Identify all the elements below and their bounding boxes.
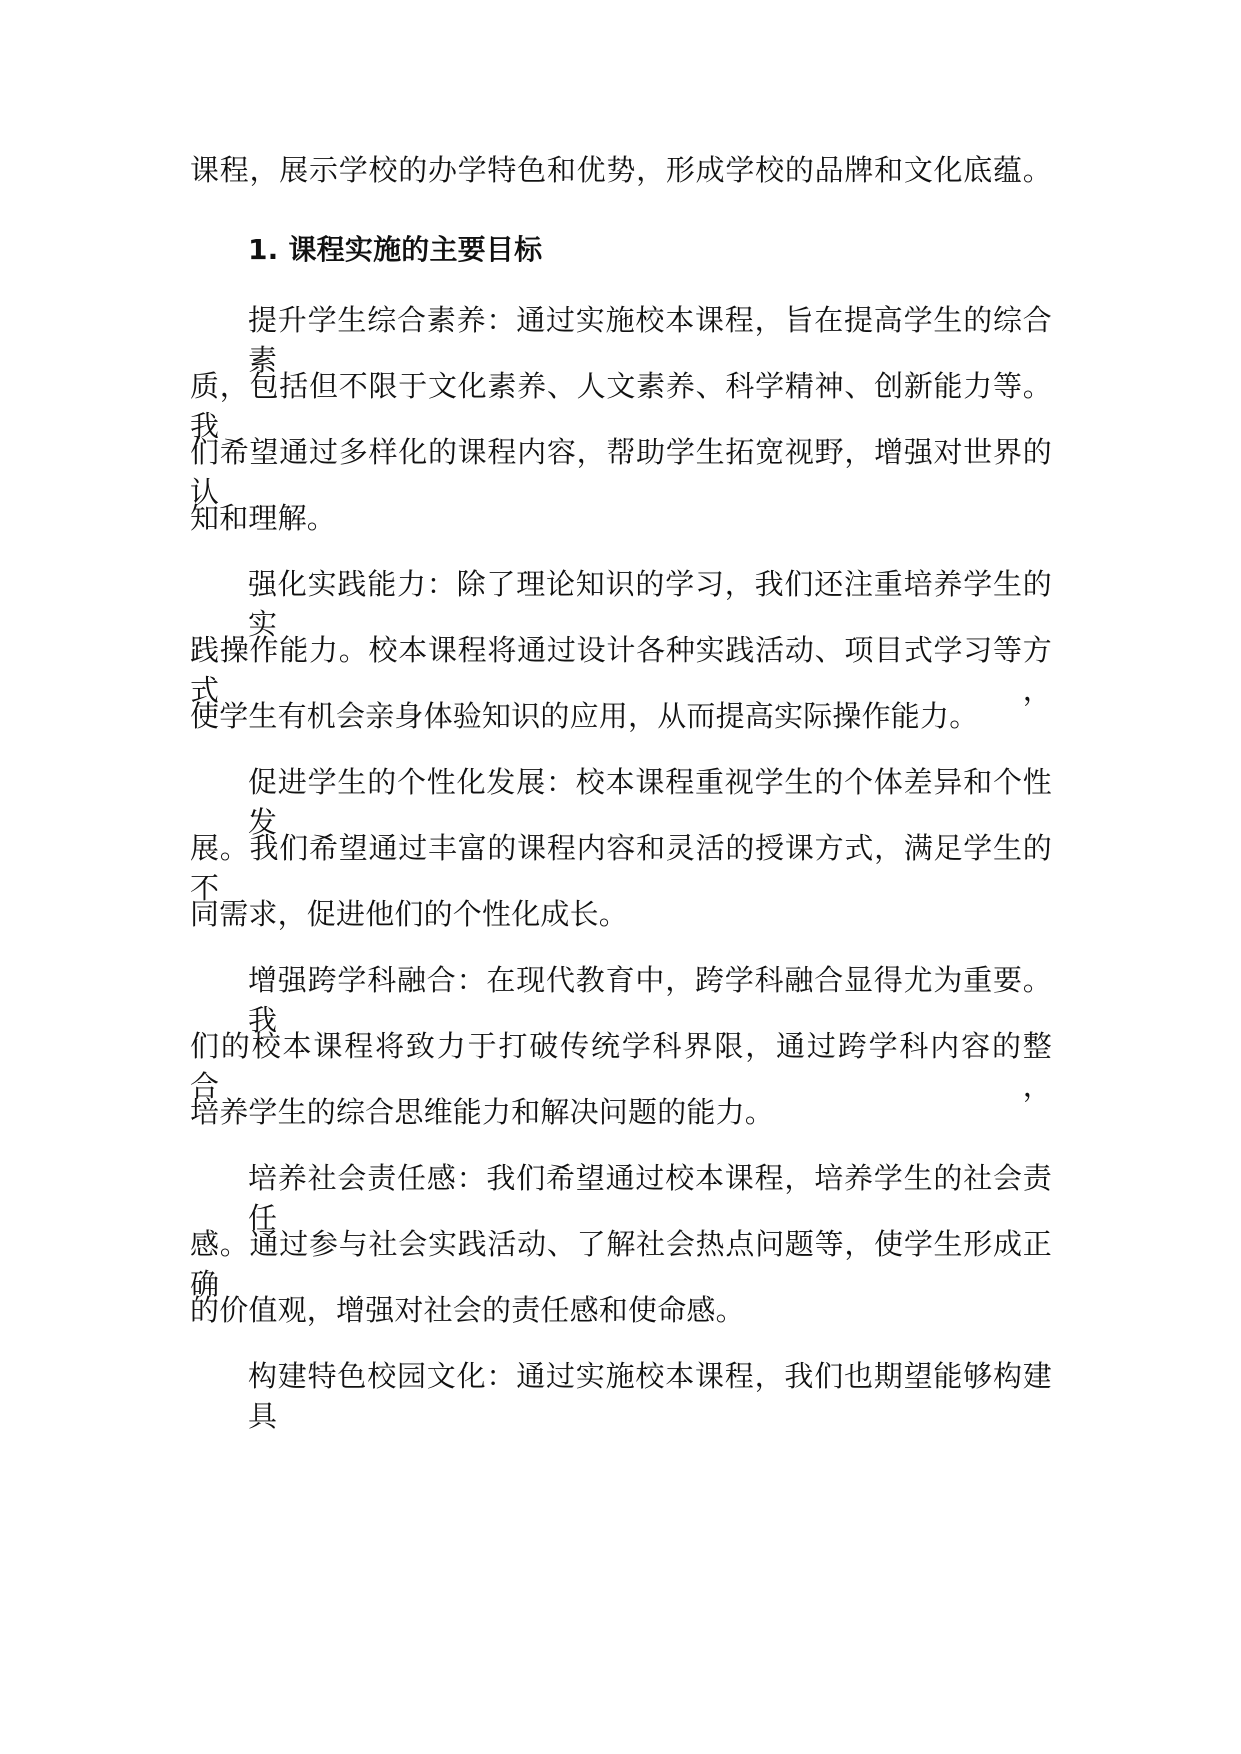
paragraph-line: 促进学生的个性化发展：校本课程重视学生的个体差异和个性发 [248, 765, 1052, 839]
paragraph-line: 培养学生的综合思维能力和解决问题的能力。 [190, 1095, 775, 1129]
paragraph-line: 知和理解。 [190, 501, 337, 535]
paragraph-line: 们希望通过多样化的课程内容，帮助学生拓宽视野，增强对世界的认 [190, 435, 1052, 509]
paragraph-line: 强化实践能力：除了理论知识的学习，我们还注重培养学生的实 [248, 567, 1052, 641]
paragraph-line: 同需求，促进他们的个性化成长。 [190, 897, 629, 931]
paragraph-line: 的价值观，增强对社会的责任感和使命感。 [190, 1293, 745, 1327]
paragraph-line: 提升学生综合素养：通过实施校本课程，旨在提高学生的综合素 [248, 303, 1052, 377]
paragraph-line: 课程，展示学校的办学特色和优势，形成学校的品牌和文化底蕴。 [190, 153, 1052, 187]
paragraph-line: 质，包括但不限于文化素养、人文素养、科学精神、创新能力等。我 [190, 369, 1052, 443]
paragraph-line: 们的校本课程将致力于打破传统学科界限，通过跨学科内容的整合， [190, 1029, 1052, 1103]
paragraph-line: 践操作能力。校本课程将通过设计各种实践活动、项目式学习等方式， [190, 633, 1052, 707]
paragraph-line: 增强跨学科融合：在现代教育中，跨学科融合显得尤为重要。我 [248, 963, 1052, 1037]
paragraph-line: 构建特色校园文化：通过实施校本课程，我们也期望能够构建具 [248, 1359, 1052, 1433]
paragraph-line: 感。通过参与社会实践活动、了解社会热点问题等，使学生形成正确 [190, 1227, 1052, 1301]
paragraph-line: 培养社会责任感：我们希望通过校本课程，培养学生的社会责任 [248, 1161, 1052, 1235]
paragraph-line: 展。我们希望通过丰富的课程内容和灵活的授课方式，满足学生的不 [190, 831, 1052, 905]
section-heading: 1. 课程实施的主要目标 [248, 233, 543, 266]
paragraph-line: 使学生有机会亲身体验知识的应用，从而提高实际操作能力。 [190, 699, 979, 733]
